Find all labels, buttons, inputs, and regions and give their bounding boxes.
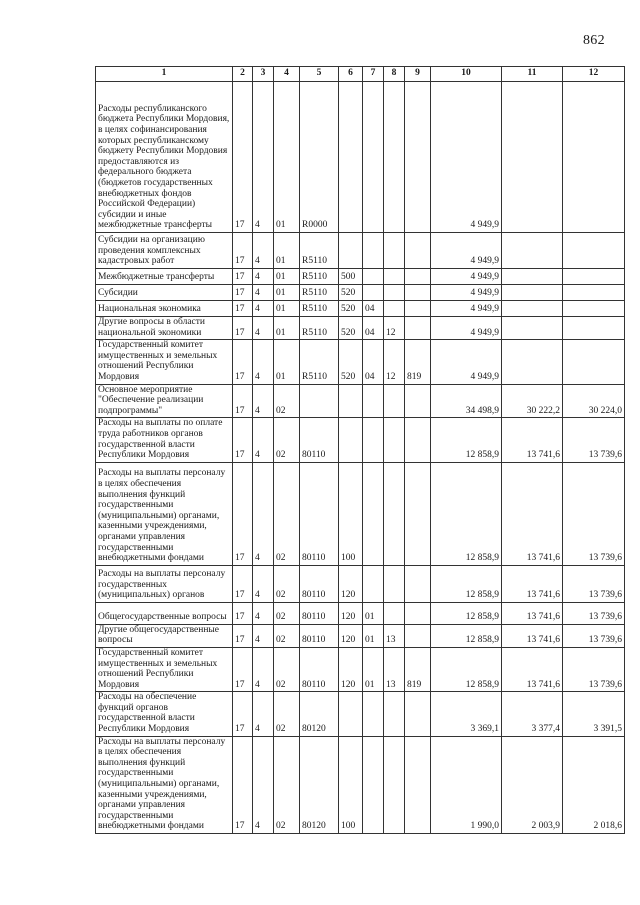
subdivision-code-cell: [384, 82, 405, 233]
division-code-cell: [363, 233, 384, 269]
subdivision-code-cell: [384, 269, 405, 285]
amount-year2-cell: [502, 233, 563, 269]
row-name-cell: Государственный комитет имущественных и земельных отношений Республики Мордовия: [96, 340, 233, 384]
column-header: 9: [405, 67, 431, 82]
column-header: 3: [253, 67, 274, 82]
amount-year1-cell: 12 858,9: [431, 624, 502, 647]
division-code-cell: [363, 565, 384, 602]
column-header: 11: [502, 67, 563, 82]
chapter-code-cell: 17: [233, 602, 253, 624]
table-row: [96, 317, 625, 340]
table-row: [96, 233, 625, 269]
amount-year3-cell: [563, 317, 625, 340]
amount-year1-cell: 1 990,0: [431, 736, 502, 833]
amount-year1-cell: 12 858,9: [431, 418, 502, 462]
ministry-code-cell: [405, 269, 431, 285]
expense-type-cell: 120: [339, 565, 363, 602]
subsection-code-cell: 02: [274, 692, 300, 736]
subdivision-code-cell: [384, 233, 405, 269]
target-item-cell: 80110: [300, 647, 339, 691]
subdivision-code-cell: [384, 418, 405, 462]
amount-year2-cell: 30 222,2: [502, 384, 563, 418]
column-header: 1: [96, 67, 233, 82]
amount-year3-cell: 3 391,5: [563, 692, 625, 736]
chapter-code-cell: 17: [233, 418, 253, 462]
table-row: [96, 418, 625, 462]
amount-year1-cell: 34 498,9: [431, 384, 502, 418]
table-row: [96, 384, 625, 418]
table-row: [96, 624, 625, 647]
division-code-cell: [363, 462, 384, 565]
target-item-cell: 80120: [300, 692, 339, 736]
expense-type-cell: 100: [339, 462, 363, 565]
amount-year2-cell: 13 741,6: [502, 462, 563, 565]
column-header: 5: [300, 67, 339, 82]
expense-type-cell: 520: [339, 317, 363, 340]
expense-type-cell: 520: [339, 285, 363, 301]
target-item-cell: 80120: [300, 736, 339, 833]
section-code-cell: 4: [253, 285, 274, 301]
amount-year1-cell: 4 949,9: [431, 82, 502, 233]
amount-year3-cell: 13 739,6: [563, 565, 625, 602]
subdivision-code-cell: [384, 565, 405, 602]
subdivision-code-cell: 12: [384, 317, 405, 340]
row-name-cell: Национальная экономика: [96, 301, 233, 317]
division-code-cell: 04: [363, 301, 384, 317]
section-code-cell: 4: [253, 340, 274, 384]
ministry-code-cell: 819: [405, 340, 431, 384]
target-item-cell: R5110: [300, 317, 339, 340]
target-item-cell: R5110: [300, 269, 339, 285]
column-header: 8: [384, 67, 405, 82]
section-code-cell: 4: [253, 602, 274, 624]
amount-year3-cell: 30 224,0: [563, 384, 625, 418]
ministry-code-cell: [405, 602, 431, 624]
subsection-code-cell: 02: [274, 602, 300, 624]
row-name-cell: Субсидии на организацию проведения комплексных кадастровых работ: [96, 233, 233, 269]
subdivision-code-cell: [384, 692, 405, 736]
subdivision-code-cell: [384, 301, 405, 317]
expense-type-cell: [339, 384, 363, 418]
column-header: 12: [563, 67, 625, 82]
amount-year3-cell: 13 739,6: [563, 624, 625, 647]
row-name-cell: Субсидии: [96, 285, 233, 301]
subdivision-code-cell: 12: [384, 340, 405, 384]
table-row: [96, 301, 625, 317]
amount-year2-cell: [502, 285, 563, 301]
amount-year3-cell: [563, 269, 625, 285]
subsection-code-cell: 01: [274, 233, 300, 269]
chapter-code-cell: 17: [233, 301, 253, 317]
table-row: [96, 565, 625, 602]
amount-year1-cell: 4 949,9: [431, 233, 502, 269]
amount-year3-cell: 13 739,6: [563, 418, 625, 462]
amount-year1-cell: 4 949,9: [431, 301, 502, 317]
table-row: [96, 602, 625, 624]
table-row: [96, 647, 625, 691]
subsection-code-cell: 01: [274, 317, 300, 340]
amount-year1-cell: 4 949,9: [431, 269, 502, 285]
chapter-code-cell: 17: [233, 462, 253, 565]
ministry-code-cell: [405, 736, 431, 833]
amount-year3-cell: 2 018,6: [563, 736, 625, 833]
section-code-cell: 4: [253, 692, 274, 736]
row-name-cell: Расходы на обеспечение функций органов государственной власти Республики Мордовия: [96, 692, 233, 736]
ministry-code-cell: [405, 233, 431, 269]
amount-year2-cell: [502, 317, 563, 340]
subsection-code-cell: 01: [274, 269, 300, 285]
amount-year1-cell: 12 858,9: [431, 602, 502, 624]
row-name-cell: Расходы на выплаты персоналу в целях обеспечения выполнения функций государственными (муниципальными) органами, казенными учреждениями, органами управления государственными внебюджетными фондами: [96, 462, 233, 565]
target-item-cell: R5110: [300, 233, 339, 269]
ministry-code-cell: [405, 317, 431, 340]
row-name-cell: Расходы на выплаты по оплате труда работников органов государственной власти Республики Мордовия: [96, 418, 233, 462]
chapter-code-cell: 17: [233, 269, 253, 285]
amount-year3-cell: 13 739,6: [563, 602, 625, 624]
section-code-cell: 4: [253, 418, 274, 462]
subdivision-code-cell: 13: [384, 624, 405, 647]
ministry-code-cell: [405, 565, 431, 602]
division-code-cell: [363, 384, 384, 418]
subsection-code-cell: 01: [274, 82, 300, 233]
section-code-cell: 4: [253, 269, 274, 285]
section-code-cell: 4: [253, 462, 274, 565]
ministry-code-cell: [405, 462, 431, 565]
expense-type-cell: [339, 692, 363, 736]
division-code-cell: [363, 82, 384, 233]
amount-year2-cell: [502, 82, 563, 233]
target-item-cell: 80110: [300, 418, 339, 462]
amount-year2-cell: 13 741,6: [502, 418, 563, 462]
amount-year2-cell: 2 003,9: [502, 736, 563, 833]
ministry-code-cell: [405, 692, 431, 736]
row-name-cell: Межбюджетные трансферты: [96, 269, 233, 285]
expense-type-cell: 120: [339, 602, 363, 624]
section-code-cell: 4: [253, 736, 274, 833]
target-item-cell: R5110: [300, 301, 339, 317]
target-item-cell: 80110: [300, 565, 339, 602]
page-number: 862: [583, 33, 605, 48]
division-code-cell: 04: [363, 340, 384, 384]
target-item-cell: R5110: [300, 285, 339, 301]
subsection-code-cell: 01: [274, 340, 300, 384]
chapter-code-cell: 17: [233, 624, 253, 647]
chapter-code-cell: 17: [233, 647, 253, 691]
target-item-cell: R0000: [300, 82, 339, 233]
subsection-code-cell: 02: [274, 624, 300, 647]
amount-year3-cell: [563, 233, 625, 269]
target-item-cell: 80110: [300, 624, 339, 647]
ministry-code-cell: [405, 82, 431, 233]
table-row: [96, 462, 625, 565]
row-name-cell: Государственный комитет имущественных и земельных отношений Республики Мордовия: [96, 647, 233, 691]
expense-type-cell: 100: [339, 736, 363, 833]
chapter-code-cell: 17: [233, 317, 253, 340]
row-name-cell: Общегосударственные вопросы: [96, 602, 233, 624]
section-code-cell: 4: [253, 301, 274, 317]
amount-year1-cell: 4 949,9: [431, 317, 502, 340]
division-code-cell: 01: [363, 647, 384, 691]
expense-type-cell: [339, 82, 363, 233]
amount-year1-cell: 3 369,1: [431, 692, 502, 736]
amount-year3-cell: [563, 82, 625, 233]
expense-type-cell: [339, 233, 363, 269]
table-row: [96, 285, 625, 301]
amount-year1-cell: 12 858,9: [431, 565, 502, 602]
target-item-cell: [300, 384, 339, 418]
section-code-cell: 4: [253, 565, 274, 602]
amount-year1-cell: 12 858,9: [431, 647, 502, 691]
expense-type-cell: 520: [339, 301, 363, 317]
amount-year3-cell: 13 739,6: [563, 462, 625, 565]
division-code-cell: [363, 269, 384, 285]
column-header: 4: [274, 67, 300, 82]
row-name-cell: Расходы на выплаты персоналу в целях обеспечения выполнения функций государственными (муниципальными) органами, казенными учреждениями, органами управления государственными внебюджетными фондами: [96, 736, 233, 833]
amount-year1-cell: 12 858,9: [431, 462, 502, 565]
chapter-code-cell: 17: [233, 233, 253, 269]
amount-year1-cell: 4 949,9: [431, 285, 502, 301]
amount-year3-cell: [563, 285, 625, 301]
division-code-cell: [363, 285, 384, 301]
subdivision-code-cell: 13: [384, 647, 405, 691]
target-item-cell: R5110: [300, 340, 339, 384]
expense-type-cell: [339, 418, 363, 462]
amount-year2-cell: 13 741,6: [502, 624, 563, 647]
row-name-cell: Расходы республиканского бюджета Республики Мордовия, в целях софинансирования которых республиканскому бюджету Республики Мордовия предоставляются из федерального бюджета (бюджетов государственных внебюджетных фондов Российской Федерации) субсидии и иные межбюджетные трансферты: [96, 82, 233, 233]
ministry-code-cell: 819: [405, 647, 431, 691]
division-code-cell: [363, 736, 384, 833]
column-header: 2: [233, 67, 253, 82]
division-code-cell: [363, 692, 384, 736]
section-code-cell: 4: [253, 317, 274, 340]
ministry-code-cell: [405, 624, 431, 647]
subsection-code-cell: 02: [274, 736, 300, 833]
subdivision-code-cell: [384, 384, 405, 418]
expense-type-cell: 120: [339, 647, 363, 691]
chapter-code-cell: 17: [233, 736, 253, 833]
subdivision-code-cell: [384, 285, 405, 301]
chapter-code-cell: 17: [233, 285, 253, 301]
row-name-cell: Другие вопросы в области национальной экономики: [96, 317, 233, 340]
table-row: [96, 340, 625, 384]
chapter-code-cell: 17: [233, 692, 253, 736]
chapter-code-cell: 17: [233, 82, 253, 233]
amount-year2-cell: 13 741,6: [502, 647, 563, 691]
amount-year2-cell: 13 741,6: [502, 565, 563, 602]
division-code-cell: 01: [363, 602, 384, 624]
row-name-cell: Другие общегосударственные вопросы: [96, 624, 233, 647]
expense-type-cell: 500: [339, 269, 363, 285]
table-row: [96, 269, 625, 285]
division-code-cell: [363, 418, 384, 462]
amount-year1-cell: 4 949,9: [431, 340, 502, 384]
table-row: [96, 692, 625, 736]
amount-year2-cell: [502, 269, 563, 285]
subsection-code-cell: 01: [274, 285, 300, 301]
section-code-cell: 4: [253, 624, 274, 647]
table-row: [96, 82, 625, 233]
subdivision-code-cell: [384, 736, 405, 833]
column-header: 7: [363, 67, 384, 82]
column-header: 6: [339, 67, 363, 82]
ministry-code-cell: [405, 384, 431, 418]
column-header: 10: [431, 67, 502, 82]
amount-year2-cell: [502, 340, 563, 384]
table-row: [96, 736, 625, 833]
subdivision-code-cell: [384, 462, 405, 565]
subsection-code-cell: 02: [274, 384, 300, 418]
division-code-cell: 01: [363, 624, 384, 647]
amount-year3-cell: 13 739,6: [563, 647, 625, 691]
subsection-code-cell: 02: [274, 462, 300, 565]
division-code-cell: 04: [363, 317, 384, 340]
subsection-code-cell: 01: [274, 301, 300, 317]
subdivision-code-cell: [384, 602, 405, 624]
chapter-code-cell: 17: [233, 340, 253, 384]
budget-table: [95, 66, 625, 834]
amount-year3-cell: [563, 301, 625, 317]
row-name-cell: Расходы на выплаты персоналу государственных (муниципальных) органов: [96, 565, 233, 602]
amount-year3-cell: [563, 340, 625, 384]
row-name-cell: Основное мероприятие "Обеспечение реализации подпрограммы": [96, 384, 233, 418]
target-item-cell: 80110: [300, 462, 339, 565]
ministry-code-cell: [405, 418, 431, 462]
ministry-code-cell: [405, 301, 431, 317]
amount-year2-cell: 13 741,6: [502, 602, 563, 624]
chapter-code-cell: 17: [233, 384, 253, 418]
section-code-cell: 4: [253, 384, 274, 418]
chapter-code-cell: 17: [233, 565, 253, 602]
header-row: [96, 67, 625, 82]
section-code-cell: 4: [253, 233, 274, 269]
subsection-code-cell: 02: [274, 647, 300, 691]
amount-year2-cell: 3 377,4: [502, 692, 563, 736]
subsection-code-cell: 02: [274, 418, 300, 462]
expense-type-cell: 520: [339, 340, 363, 384]
amount-year2-cell: [502, 301, 563, 317]
expense-type-cell: 120: [339, 624, 363, 647]
section-code-cell: 4: [253, 82, 274, 233]
subsection-code-cell: 02: [274, 565, 300, 602]
section-code-cell: 4: [253, 647, 274, 691]
ministry-code-cell: [405, 285, 431, 301]
target-item-cell: 80110: [300, 602, 339, 624]
